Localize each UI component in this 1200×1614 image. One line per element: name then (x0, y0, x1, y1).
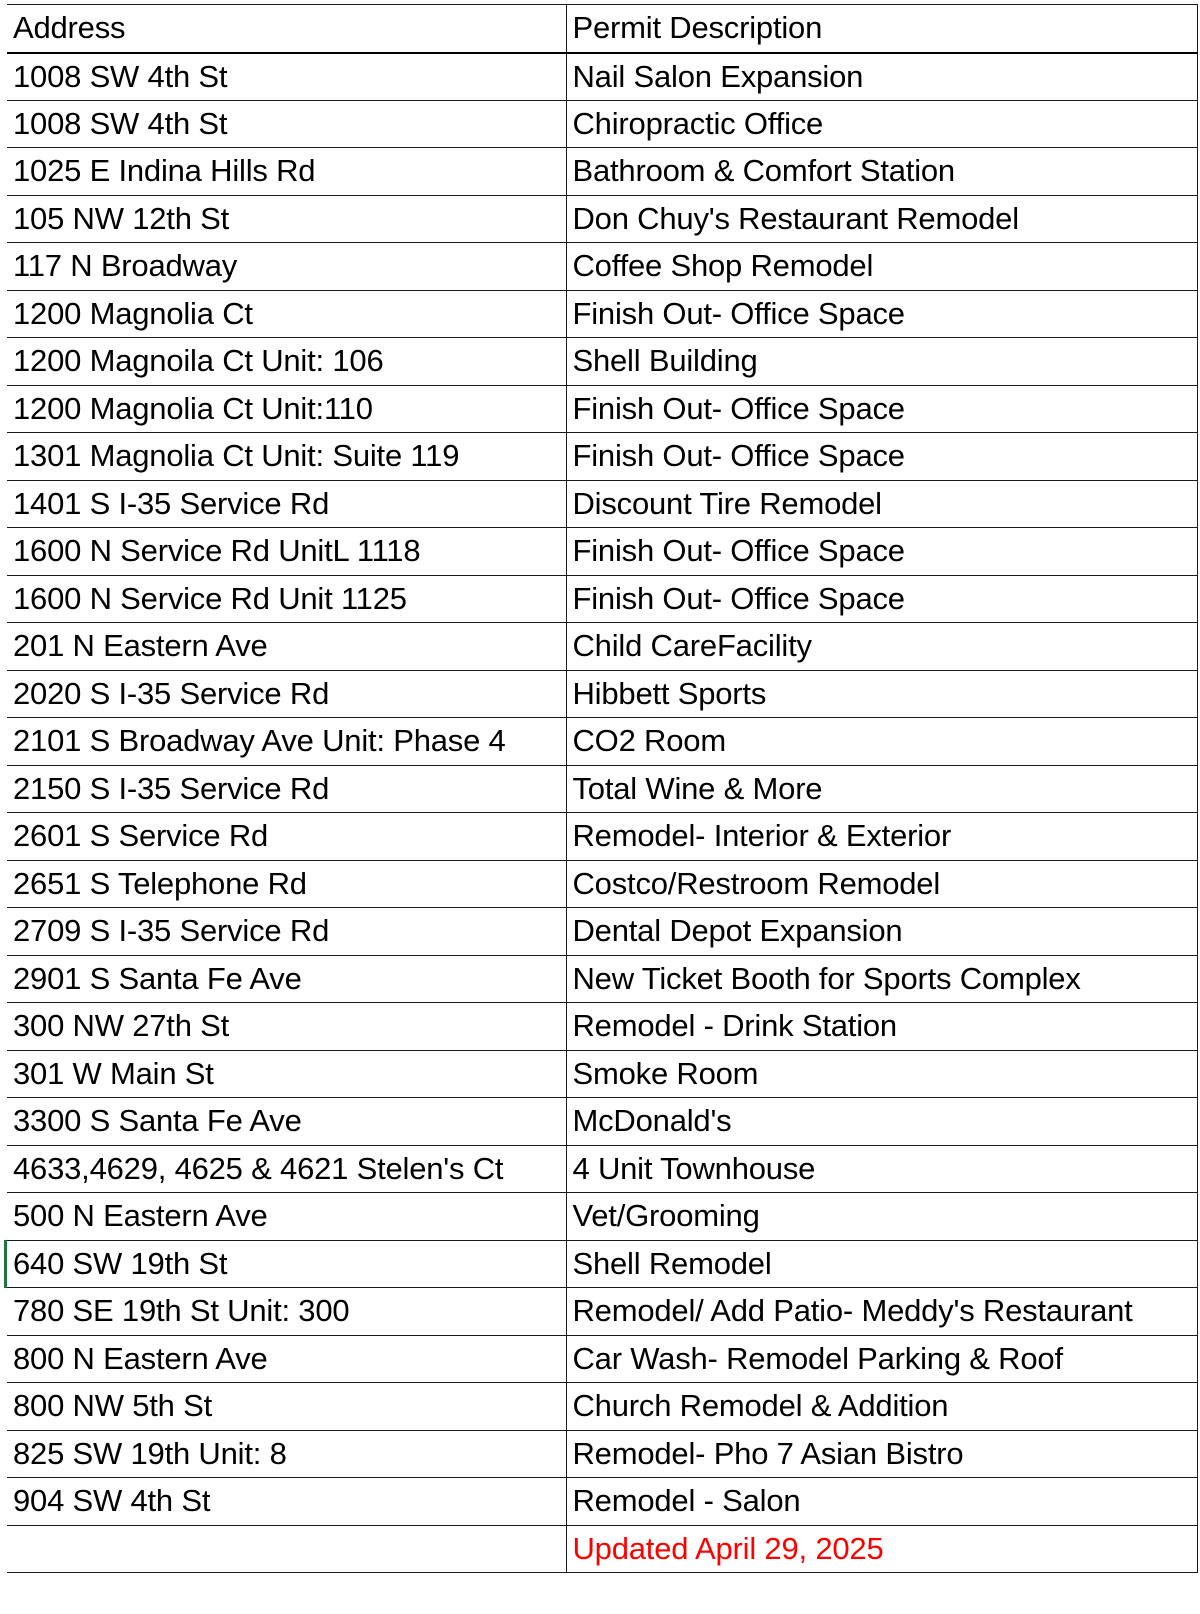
description-cell[interactable]: Vet/Grooming (566, 1193, 1197, 1241)
description-cell[interactable]: Remodel - Drink Station (566, 1003, 1197, 1051)
address-cell[interactable]: 500 N Eastern Ave (7, 1193, 566, 1241)
description-cell[interactable]: Finish Out- Office Space (566, 290, 1197, 338)
table-row (7, 1098, 1197, 1146)
description-cell[interactable]: Finish Out- Office Space (566, 385, 1197, 433)
description-cell[interactable]: Remodel - Salon (566, 1478, 1197, 1526)
address-cell[interactable]: 105 NW 12th St (7, 195, 566, 243)
table-row (7, 955, 1197, 1003)
description-cell[interactable]: Shell Remodel (566, 1240, 1197, 1288)
description-cell[interactable]: Finish Out- Office Space (566, 528, 1197, 576)
address-cell[interactable]: 2020 S I-35 Service Rd (7, 670, 566, 718)
table-row (7, 53, 1197, 101)
table-row (7, 385, 1197, 433)
address-cell[interactable]: 640 SW 19th St (7, 1240, 566, 1288)
description-cell[interactable]: 4 Unit Townhouse (566, 1145, 1197, 1193)
address-cell[interactable]: 825 SW 19th Unit: 8 (7, 1430, 566, 1478)
address-cell[interactable]: 904 SW 4th St (7, 1478, 566, 1526)
description-cell[interactable]: Smoke Room (566, 1050, 1197, 1098)
table-row (7, 195, 1197, 243)
description-cell[interactable]: Remodel/ Add Patio- Meddy's Restaurant (566, 1288, 1197, 1336)
header-address-cell[interactable]: Address (7, 5, 566, 53)
address-cell[interactable]: 2709 S I-35 Service Rd (7, 908, 566, 956)
description-cell[interactable]: Child CareFacility (566, 623, 1197, 671)
table-body (7, 53, 1197, 1573)
table-row (7, 1145, 1197, 1193)
table-row (7, 480, 1197, 528)
description-cell[interactable]: Remodel- Pho 7 Asian Bistro (566, 1430, 1197, 1478)
updated-date-cell[interactable]: Updated April 29, 2025 (566, 1525, 1197, 1573)
table-row (7, 1240, 1197, 1288)
table-row (7, 670, 1197, 718)
table-row (7, 1050, 1197, 1098)
address-cell[interactable]: 4633,4629, 4625 & 4621 Stelen's Ct (7, 1145, 566, 1193)
description-cell[interactable]: Remodel- Interior & Exterior (566, 813, 1197, 861)
description-cell[interactable]: Church Remodel & Addition (566, 1383, 1197, 1431)
address-cell[interactable]: 301 W Main St (7, 1050, 566, 1098)
address-cell[interactable]: 117 N Broadway (7, 243, 566, 291)
table-row (7, 1478, 1197, 1526)
address-cell[interactable]: 3300 S Santa Fe Ave (7, 1098, 566, 1146)
address-cell[interactable]: 2601 S Service Rd (7, 813, 566, 861)
address-cell[interactable]: 1008 SW 4th St (7, 53, 566, 101)
table-row (7, 1288, 1197, 1336)
footer-row (7, 1525, 1197, 1573)
table-row (7, 1335, 1197, 1383)
address-cell[interactable]: 2101 S Broadway Ave Unit: Phase 4 (7, 718, 566, 766)
address-cell[interactable]: 1200 Magnolia Ct Unit:110 (7, 385, 566, 433)
table-row (7, 1383, 1197, 1431)
description-cell[interactable]: Nail Salon Expansion (566, 53, 1197, 101)
table-row (7, 765, 1197, 813)
table-row (7, 1430, 1197, 1478)
address-cell[interactable]: 2150 S I-35 Service Rd (7, 765, 566, 813)
description-cell[interactable]: Discount Tire Remodel (566, 480, 1197, 528)
table-row (7, 718, 1197, 766)
table-row (7, 100, 1197, 148)
address-cell[interactable]: 1008 SW 4th St (7, 100, 566, 148)
address-cell[interactable]: 300 NW 27th St (7, 1003, 566, 1051)
address-cell[interactable]: 201 N Eastern Ave (7, 623, 566, 671)
description-cell[interactable]: Bathroom & Comfort Station (566, 148, 1197, 196)
address-cell[interactable]: 780 SE 19th St Unit: 300 (7, 1288, 566, 1336)
address-cell[interactable]: 1200 Magnoila Ct Unit: 106 (7, 338, 566, 386)
table-row (7, 908, 1197, 956)
address-cell[interactable]: 800 N Eastern Ave (7, 1335, 566, 1383)
description-cell[interactable]: Chiropractic Office (566, 100, 1197, 148)
description-cell[interactable]: Don Chuy's Restaurant Remodel (566, 195, 1197, 243)
table-row (7, 575, 1197, 623)
address-cell[interactable]: 1600 N Service Rd Unit 1125 (7, 575, 566, 623)
description-cell[interactable]: Shell Building (566, 338, 1197, 386)
description-cell[interactable]: McDonald's (566, 1098, 1197, 1146)
table-row (7, 338, 1197, 386)
table-row (7, 243, 1197, 291)
description-cell[interactable]: New Ticket Booth for Sports Complex (566, 955, 1197, 1003)
permit-table (7, 4, 1198, 1573)
table-row (7, 528, 1197, 576)
table-row (7, 148, 1197, 196)
active-cell-marker (4, 1240, 7, 1288)
address-cell[interactable]: 1301 Magnolia Ct Unit: Suite 119 (7, 433, 566, 481)
address-cell[interactable]: 800 NW 5th St (7, 1383, 566, 1431)
address-cell[interactable]: 1401 S I-35 Service Rd (7, 480, 566, 528)
address-cell[interactable]: 1025 E Indina Hills Rd (7, 148, 566, 196)
description-cell[interactable]: Hibbett Sports (566, 670, 1197, 718)
description-cell[interactable]: Dental Depot Expansion (566, 908, 1197, 956)
description-cell[interactable]: Finish Out- Office Space (566, 575, 1197, 623)
address-cell[interactable]: 1200 Magnolia Ct (7, 290, 566, 338)
footer-address-cell[interactable] (7, 1525, 566, 1573)
description-cell[interactable]: Car Wash- Remodel Parking & Roof (566, 1335, 1197, 1383)
address-cell[interactable]: 1600 N Service Rd UnitL 1118 (7, 528, 566, 576)
table-row (7, 1193, 1197, 1241)
header-row (7, 5, 1197, 53)
description-cell[interactable]: Total Wine & More (566, 765, 1197, 813)
table-row (7, 1003, 1197, 1051)
header-description-cell[interactable]: Permit Description (566, 5, 1197, 53)
address-cell[interactable]: 2651 S Telephone Rd (7, 860, 566, 908)
table-row (7, 860, 1197, 908)
description-cell[interactable]: Costco/Restroom Remodel (566, 860, 1197, 908)
description-cell[interactable]: CO2 Room (566, 718, 1197, 766)
table-row (7, 290, 1197, 338)
table-row (7, 433, 1197, 481)
table-row (7, 813, 1197, 861)
table-row (7, 623, 1197, 671)
address-cell[interactable]: 2901 S Santa Fe Ave (7, 955, 566, 1003)
description-cell[interactable]: Finish Out- Office Space (566, 433, 1197, 481)
description-cell[interactable]: Coffee Shop Remodel (566, 243, 1197, 291)
